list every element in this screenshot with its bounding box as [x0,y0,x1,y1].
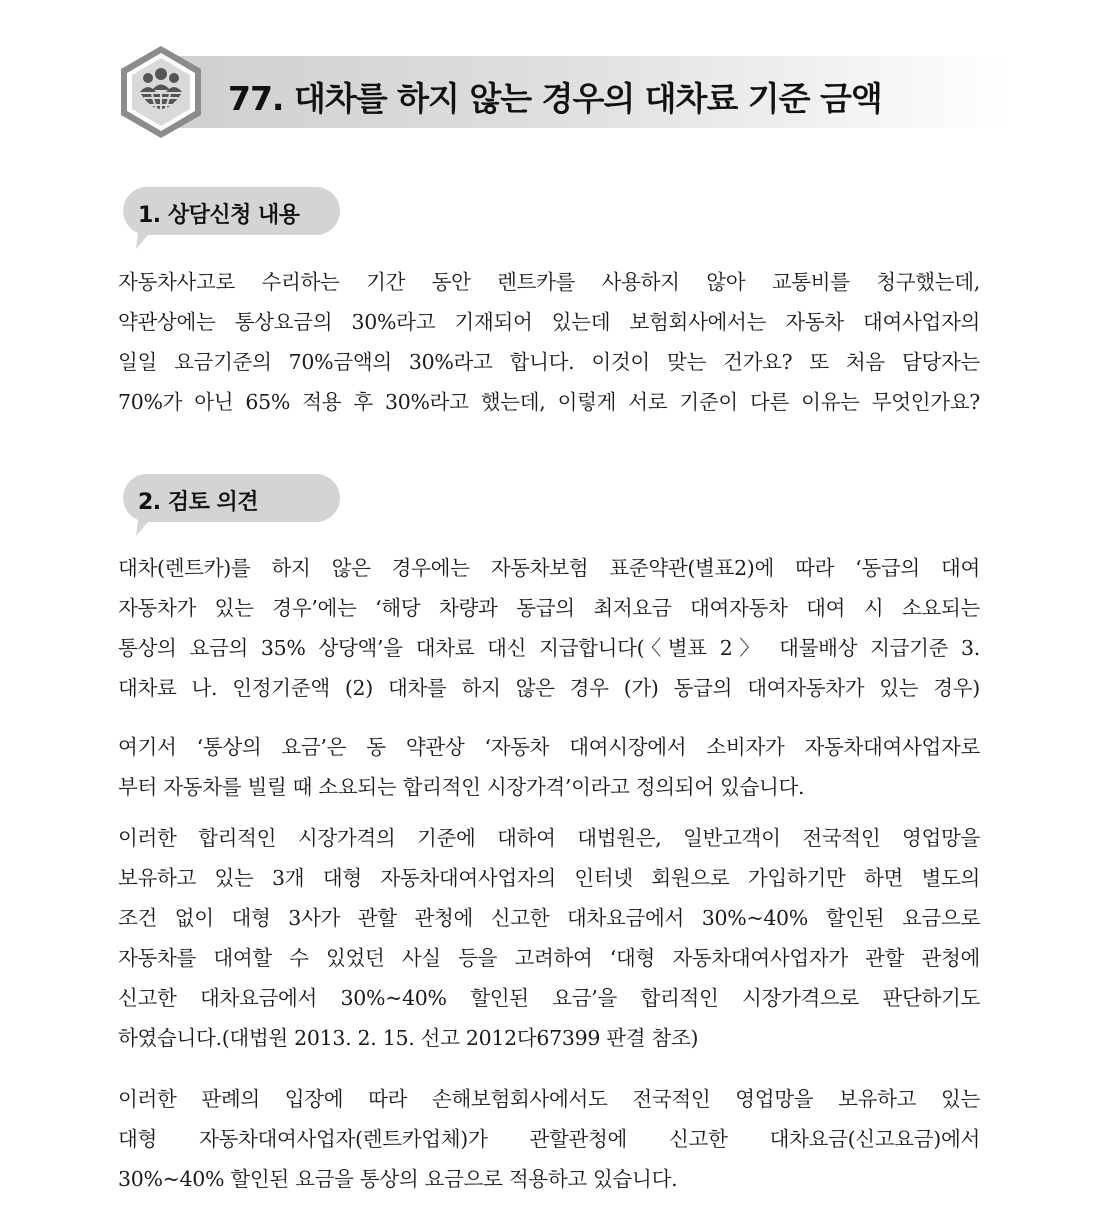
text-line: 조건 없이 대형 3사가 관할 관청에 신고한 대차요금에서 30%~40% 할인된 요금으로 [118,906,980,930]
text-line: 보유하고 있는 3개 대형 자동차대여사업자의 인터넷 회원으로 가입하기만 하면 별도의 [118,866,980,890]
review-paragraph-1 [118,548,980,708]
section-header-inquiry [118,185,342,251]
text-line: 자동차를 대여할 수 있었던 사실 등을 고려하여 ‘대형 자동차대여사업자가 관할 관청에 [118,946,980,970]
section-heading: 2. 검토 의견 [138,490,258,515]
section-heading: 1. 상담신청 내용 [138,203,300,228]
text-line: 자동차가 있는 경우’에는 ‘해당 차량과 동급의 최저요금 대여자동차 대여 시 소요되는 [118,596,980,620]
text-line: 대형 자동차대여사업자(렌트카업체)가 관할관청에 신고한 대차요금(신고요금)에서 [118,1127,980,1151]
people-globe-hexagon-icon [118,44,204,140]
text-line: 대차료 나. 인정기준액 (2) 대차를 하지 않은 경우 (가) 동급의 대여자동차가 있는 경우) [118,676,980,700]
review-paragraph-4 [118,1079,980,1199]
text-line: 여기서 ‘통상의 요금’은 동 약관상 ‘자동차 대여시장에서 소비자가 자동차대여사업자로 [118,735,980,759]
page-title: 77. 대차를 하지 않는 경우의 대차료 기준 금액 [228,79,882,118]
inquiry-paragraph [118,262,980,422]
review-paragraph-2 [118,727,980,807]
text-line: 일일 요금기준의 70%금액의 30%라고 합니다. 이것이 맞는 건가요? 또 처음 담당자는 [118,350,980,374]
text-line: 부터 자동차를 빌릴 때 소요되는 합리적인 시장가격’이라고 정의되어 있습니다. [118,775,805,799]
text-line: 신고한 대차요금에서 30%~40% 할인된 요금’을 합리적인 시장가격으로 판단하기도 [118,986,980,1010]
text-line: 대차(렌트카)를 하지 않은 경우에는 자동차보험 표준약관(별표2)에 따라 ‘동급의 대여 [118,556,980,580]
section-header-review [118,472,342,538]
text-line: 70%가 아닌 65% 적용 후 30%라고 했는데, 이렇게 서로 기준이 다른 이유는 무엇인가요? [118,390,980,414]
text-line: 자동차사고로 수리하는 기간 동안 렌트카를 사용하지 않아 교통비를 청구했는데, [118,270,980,294]
text-line: 이러한 합리적인 시장가격의 기준에 대하여 대법원은, 일반고객이 전국적인 영업망을 [118,826,980,850]
text-line: 약관상에는 통상요금의 30%라고 기재되어 있는데 보험회사에서는 자동차 대여사업자의 [118,310,980,334]
text-line: 이러한 판례의 입장에 따라 손해보험회사에서도 전국적인 영업망을 보유하고 있는 [118,1087,980,1111]
chapter-title-banner [118,44,1008,140]
text-line: 30%~40% 할인된 요금을 통상의 요금으로 적용하고 있습니다. [118,1167,678,1191]
text-line: 통상의 요금의 35% 상당액’을 대차료 대신 지급합니다(〈별표 2〉 대물배상 지급기준 3. [118,636,980,660]
review-paragraph-3 [118,818,980,1058]
text-line: 하였습니다.(대법원 2013. 2. 15. 선고 2012다67399 판결 참조) [118,1026,699,1050]
